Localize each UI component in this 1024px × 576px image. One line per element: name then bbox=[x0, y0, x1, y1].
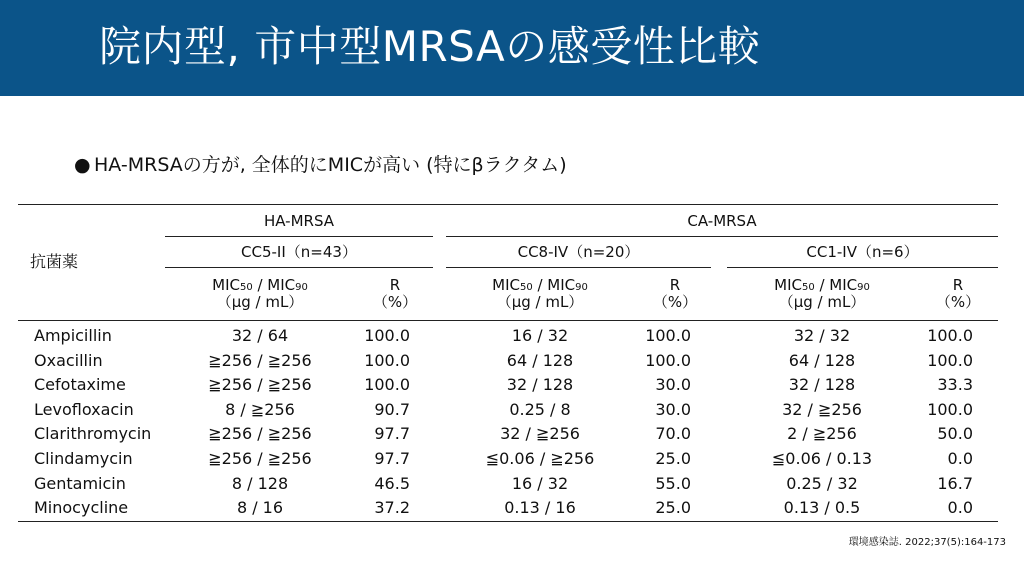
resistance-value: 50.0 bbox=[937, 424, 973, 443]
mic-value: ≧256 / ≧256 bbox=[208, 424, 312, 443]
row-header-label: 抗菌薬 bbox=[30, 252, 79, 271]
mic-label: MIC bbox=[492, 276, 520, 294]
mic-unit-1: （µg / mL） bbox=[496, 293, 584, 311]
resistance-value: 46.5 bbox=[374, 474, 410, 493]
mic-value: ≧256 / ≧256 bbox=[208, 375, 312, 394]
mic-value: 0.13 / 16 bbox=[504, 498, 576, 517]
mic-value: 32 / ≧256 bbox=[782, 400, 862, 419]
mic-value: 2 / ≧256 bbox=[787, 424, 857, 443]
drug-name: Minocycline bbox=[34, 498, 129, 517]
cc5-clone-rule bbox=[165, 267, 433, 268]
mic-value: ≦0.06 / ≧256 bbox=[485, 449, 595, 468]
resistance-value: 100.0 bbox=[927, 400, 973, 419]
mic-value: 16 / 32 bbox=[511, 326, 569, 345]
bullet-point bbox=[74, 150, 567, 177]
drug-name: Levofloxacin bbox=[34, 400, 134, 419]
mic-value: 64 / 128 bbox=[506, 351, 574, 370]
mic-separator: / MIC bbox=[252, 276, 296, 294]
group-ca-label: CA-MRSA bbox=[687, 212, 757, 230]
r-unit-2: （%） bbox=[935, 293, 981, 311]
mic-value: 0.25 / 8 bbox=[509, 400, 571, 419]
drug-name: Oxacillin bbox=[34, 351, 103, 370]
drug-name: Clindamycin bbox=[34, 449, 133, 468]
mic-value: 0.13 / 0.5 bbox=[783, 498, 861, 517]
title-bar bbox=[0, 0, 1024, 96]
mic-value: 16 / 32 bbox=[511, 474, 569, 493]
resistance-value: 100.0 bbox=[927, 351, 973, 370]
bullet-dot-icon: ● bbox=[74, 154, 91, 176]
mic-value: 32 / 128 bbox=[506, 375, 574, 394]
resistance-value: 33.3 bbox=[937, 375, 973, 394]
resistance-value: 55.0 bbox=[655, 474, 691, 493]
mic-sub-50: 50 bbox=[239, 282, 253, 293]
ha-group-rule bbox=[165, 236, 433, 237]
bullet-text: HA-MRSAの方が, 全体的にMICが高い (特にβラクタム) bbox=[94, 154, 567, 176]
resistance-value: 97.7 bbox=[374, 424, 410, 443]
ca-group-rule bbox=[446, 236, 998, 237]
mic-value: ≧256 / ≧256 bbox=[208, 449, 312, 468]
citation: 環境感染誌. 2022;37(5):164-173 bbox=[848, 537, 1006, 548]
mic-value: 32 / ≧256 bbox=[500, 424, 580, 443]
table-top-rule bbox=[18, 204, 998, 205]
drug-name: Clarithromycin bbox=[34, 424, 152, 443]
mic-unit-0: （µg / mL） bbox=[216, 293, 304, 311]
drug-name: Ampicillin bbox=[34, 326, 112, 345]
resistance-value: 25.0 bbox=[655, 449, 691, 468]
clone-cc8-label: CC8-IV（n=20） bbox=[517, 243, 640, 261]
r-header-1: R bbox=[669, 276, 681, 294]
mic-value: 64 / 128 bbox=[788, 351, 856, 370]
mic-sub-90: 90 bbox=[857, 282, 870, 293]
resistance-value: 100.0 bbox=[364, 375, 410, 394]
mic-value: 8 / 128 bbox=[231, 474, 289, 493]
mic-value: 32 / 32 bbox=[793, 326, 851, 345]
table-bottom-rule bbox=[18, 521, 998, 522]
r-header-2: R bbox=[952, 276, 964, 294]
resistance-value: 25.0 bbox=[655, 498, 691, 517]
resistance-value: 90.7 bbox=[374, 400, 410, 419]
mic-value: 32 / 128 bbox=[788, 375, 856, 394]
mic-value: 8 / 16 bbox=[236, 498, 284, 517]
mic-value: ≦0.06 / 0.13 bbox=[771, 449, 873, 468]
mic-sub-50: 50 bbox=[801, 282, 815, 293]
mic-separator: / MIC bbox=[532, 276, 576, 294]
resistance-value: 0.0 bbox=[947, 449, 973, 468]
mic-label: MIC bbox=[212, 276, 240, 294]
group-ha-label: HA-MRSA bbox=[263, 212, 335, 230]
resistance-value: 97.7 bbox=[374, 449, 410, 468]
mic-sub-50: 50 bbox=[519, 282, 533, 293]
mic-separator: / MIC bbox=[814, 276, 858, 294]
mic-unit-2: （µg / mL） bbox=[778, 293, 866, 311]
resistance-value: 100.0 bbox=[364, 326, 410, 345]
mic-sub-90: 90 bbox=[575, 282, 588, 293]
cc8-clone-rule bbox=[446, 267, 711, 268]
header-bottom-rule bbox=[18, 320, 998, 321]
resistance-value: 37.2 bbox=[374, 498, 410, 517]
mic-value: 8 / ≧256 bbox=[225, 400, 295, 419]
mic-value: ≧256 / ≧256 bbox=[208, 351, 312, 370]
resistance-value: 0.0 bbox=[947, 498, 973, 517]
resistance-value: 100.0 bbox=[645, 351, 691, 370]
resistance-value: 100.0 bbox=[927, 326, 973, 345]
slide-title: 院内型, 市中型MRSAの感受性比較 bbox=[99, 22, 761, 71]
mic-value: 0.25 / 32 bbox=[786, 474, 858, 493]
drug-name: Cefotaxime bbox=[34, 375, 126, 394]
r-header-0: R bbox=[389, 276, 401, 294]
resistance-value: 30.0 bbox=[655, 375, 691, 394]
resistance-value: 16.7 bbox=[937, 474, 973, 493]
resistance-value: 100.0 bbox=[645, 326, 691, 345]
cc1-clone-rule bbox=[727, 267, 998, 268]
resistance-value: 100.0 bbox=[364, 351, 410, 370]
r-unit-1: （%） bbox=[652, 293, 698, 311]
r-unit-0: （%） bbox=[372, 293, 418, 311]
clone-cc1-label: CC1-IV（n=6） bbox=[806, 243, 919, 261]
clone-cc5-label: CC5-II（n=43） bbox=[241, 243, 357, 261]
mic-sub-90: 90 bbox=[295, 282, 308, 293]
mic-value: 32 / 64 bbox=[231, 326, 289, 345]
drug-name: Gentamicin bbox=[34, 474, 126, 493]
resistance-value: 70.0 bbox=[655, 424, 691, 443]
mic-label: MIC bbox=[774, 276, 802, 294]
resistance-value: 30.0 bbox=[655, 400, 691, 419]
